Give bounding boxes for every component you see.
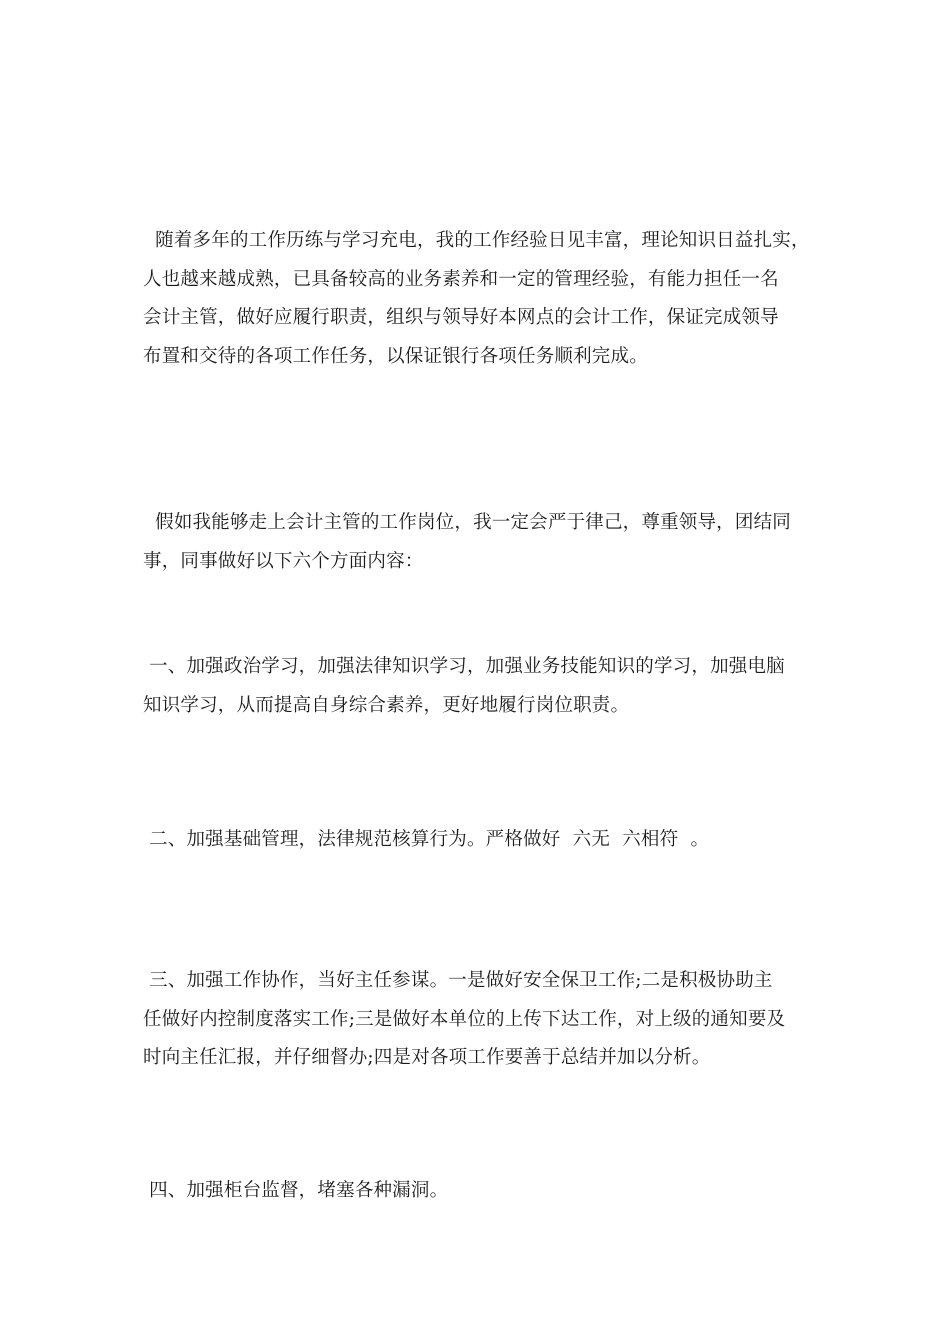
paragraph-item-two [143,821,813,860]
paragraph-line: 人也越来越成熟，已具备较高的业务素养和一定的管理经验，有能力担任一名 [143,268,779,290]
paragraph-line: 任做好内控制度落实工作;三是做好本单位的上传下达工作，对上级的通知要及 [143,1008,786,1030]
paragraph-line: 四、加强柜台监督，堵塞各种漏洞。 [143,1180,449,1201]
paragraph-line: 二、加强基础管理，法律规范核算行为。严格做好 六无 六相符 。 [143,829,710,850]
paragraph-intro [143,222,813,376]
paragraph-line: 会计主管，做好应履行职责，组织与领导好本网点的会计工作，保证完成领导 [143,307,779,328]
paragraph-item-one [143,648,813,725]
paragraph-line: 三、加强工作协作，当好主任参谋。一是做好安全保卫工作;二是积极协助主 [143,970,773,991]
paragraph-line: 随着多年的工作历练与学习充电，我的工作经验日见丰富，理论知识日益扎实， [143,230,810,251]
paragraph-line: 知识学习，从而提高自身综合素养，更好地履行岗位职责。 [143,694,630,716]
paragraph-item-three [143,962,813,1078]
paragraph-commitment [143,504,813,581]
paragraph-line: 一、加强政治学习，加强法律知识学习，加强业务技能知识的学习，加强电脑 [143,656,785,677]
paragraph-item-four [143,1172,813,1211]
paragraph-line: 假如我能够走上会计主管的工作岗位，我一定会严于律己，尊重领导，团结同 [143,512,791,533]
paragraph-line: 事，同事做好以下六个方面内容： [143,550,424,572]
paragraph-line: 布置和交待的各项工作任务，以保证银行各项任务顺利完成。 [143,345,648,367]
paragraph-line: 时向主任汇报，并仔细督办;四是对各项工作要善于总结并加以分析。 [143,1047,711,1068]
